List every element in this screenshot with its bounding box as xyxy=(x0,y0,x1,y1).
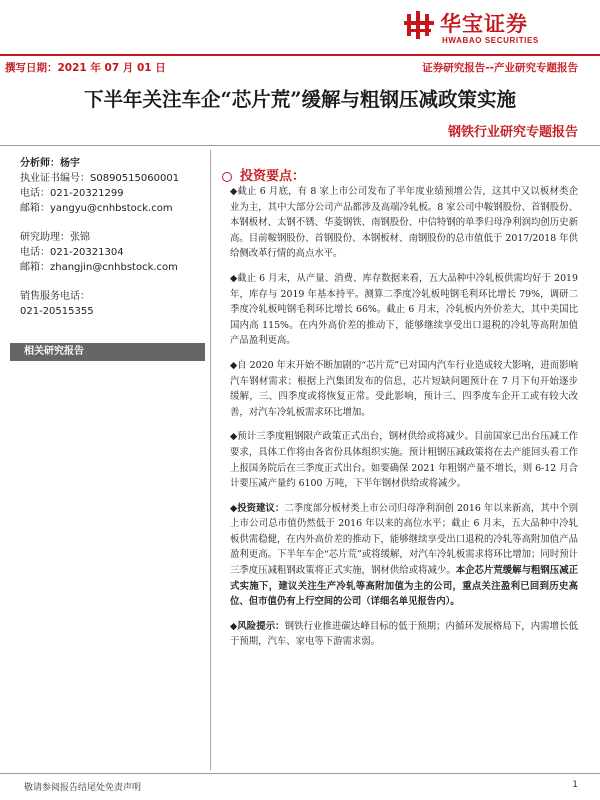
circle-bullet-icon xyxy=(222,172,232,182)
risk-label: ◆风险提示： xyxy=(230,620,285,632)
analyst-phone: 电话：021-20321299 xyxy=(20,188,124,199)
analyst-name: 分析师：杨宇 xyxy=(20,158,80,169)
investment-text: 二季度部分板材类上市公司归母净利润创 2016 年以来新高，其中个别上市公司总市值仍然低于 2016 年以来的高位水平；截止 6 月末，五大品种中冷轧板供需稳健，在内外高价差的推动下，能够继续享受出口退税的冷轧等高附加值产品盈利更高。下半年车企“芯片荒”或将缓解，对汽车冷轧板需求将环比增加；同时预计三季度压减粗钢政策将正式实施，钢材供给或将减少。 xyxy=(230,502,578,577)
risk-text: 钢铁行业推进碳达峰目标的低于预期；内循环发展格局下，内需增长低于预期，汽车、家电等下游需求弱。 xyxy=(230,620,578,648)
analyst-sidebar xyxy=(20,156,205,319)
report-category: 证券研究报告--产业研究专题报告 xyxy=(422,62,578,74)
analyst-cert: 执业证书编号：S0890515060001 xyxy=(20,173,180,184)
logo-text-en: HWABAO SECURITIES xyxy=(442,36,539,45)
report-date: 撰写日期：2021 年 07 月 01 日 xyxy=(5,62,166,74)
hwabao-logo-icon xyxy=(404,10,434,40)
analyst-email[interactable]: 邮箱：yangyu@cnhbstock.com xyxy=(20,203,173,214)
key-point-1: ◆截止 6 月底，有 8 家上市公司发布了半年度业绩预增公告，这其中又以板材类企业为主，其中大部分公司产品都涉及高端冷轧板。8 家公司中鞍钢股份、首钢股份、本钢板材、太钢不锈、华菱钢铁、南钢股份、中信特钢的单季归母净利润均创历史新高。目前鞍钢股份、首钢股份、本钢板材、南钢股份的总市值低于 2017/2018 年供给侧改革行情的高点水平。 xyxy=(230,186,578,260)
related-reports-header: 相关研究报告 xyxy=(10,343,205,361)
company-logo xyxy=(404,8,580,48)
key-point-risk xyxy=(230,619,578,650)
key-point-investment xyxy=(230,501,578,610)
sales-label: 销售服务电话： xyxy=(20,291,90,302)
page-number: 1 xyxy=(572,780,578,790)
key-points-body xyxy=(230,184,578,659)
key-point-3: ◆自 2020 年末开始不断加剧的“芯片荒”已对国内汽车行业造成较大影响，进而影响汽车钢材需求；根据上汽集团发布的信息，芯片短缺问题预计在 7 月下旬开始逐步缓解，三、四季度或将恢复正常。受此影响，预计三、四季度车企开工或有较大改善，对汽车冷轧板需求环比增加。 xyxy=(230,359,578,418)
key-point-2: ◆截止 6 月末，从产量、消费、库存数据来看，五大品种中冷轧板供需均好于 2019 年，库存与 2019 年基本持平。测算二季度冷轧板吨钢毛利环比增长 79%，调研二季度冷轧板吨钢毛利环比增长 66%。截止 6 月末，冷轧板内外价差大，其中美国比国内高 115%。在内外高价差的推动下，能够继续享受出口退税的冷轧等高附加值产品盈利更高。 xyxy=(230,272,578,347)
investment-label: ◆投资建议： xyxy=(230,502,285,514)
key-points-heading-text: 投资要点： xyxy=(240,169,306,184)
key-point-4: ◆预计三季度粗钢限产政策正式出台，钢材供给或将减少。目前国家已出台压减工作要求，具体工作将由各省份具体组织实施。预计粗钢压减政策将在去产能回头看工作上报国务院后在三季度正式出台。如要确保 2021 年粗钢产量不增长，则 6-12 月合计要压减产量约 6100 万吨，下半年钢材供给或将减少。 xyxy=(230,431,578,490)
header-divider xyxy=(0,54,600,56)
column-divider xyxy=(210,150,211,770)
logo-text-cn: 华宝证券 xyxy=(440,12,528,36)
title-divider xyxy=(0,145,600,146)
assistant-phone: 电话：021-20321304 xyxy=(20,247,124,258)
report-title: 下半年关注车企“芯片荒”缓解与粗钢压减政策实施 xyxy=(84,88,516,111)
sales-phone: 021-20515355 xyxy=(20,306,94,317)
investment-emphasis: 本企芯片荒缓解与粗钢压减正式实施下，建议关注生产冷轧等高附加值为主的公司，重点关注盈利已回到历史高位、但市值仍有上行空间的公司（详细名单见报告内）。 xyxy=(230,565,578,608)
assistant-email[interactable]: 邮箱：zhangjin@cnhbstock.com xyxy=(20,262,178,273)
footer-divider xyxy=(0,773,600,774)
assistant-name: 研究助理：张锦 xyxy=(20,232,90,243)
key-points-heading xyxy=(222,165,305,184)
footer-disclaimer: 敬请参阅报告结尾处免责声明 xyxy=(24,783,142,793)
report-subtitle: 钢铁行业研究专题报告 xyxy=(447,125,578,140)
